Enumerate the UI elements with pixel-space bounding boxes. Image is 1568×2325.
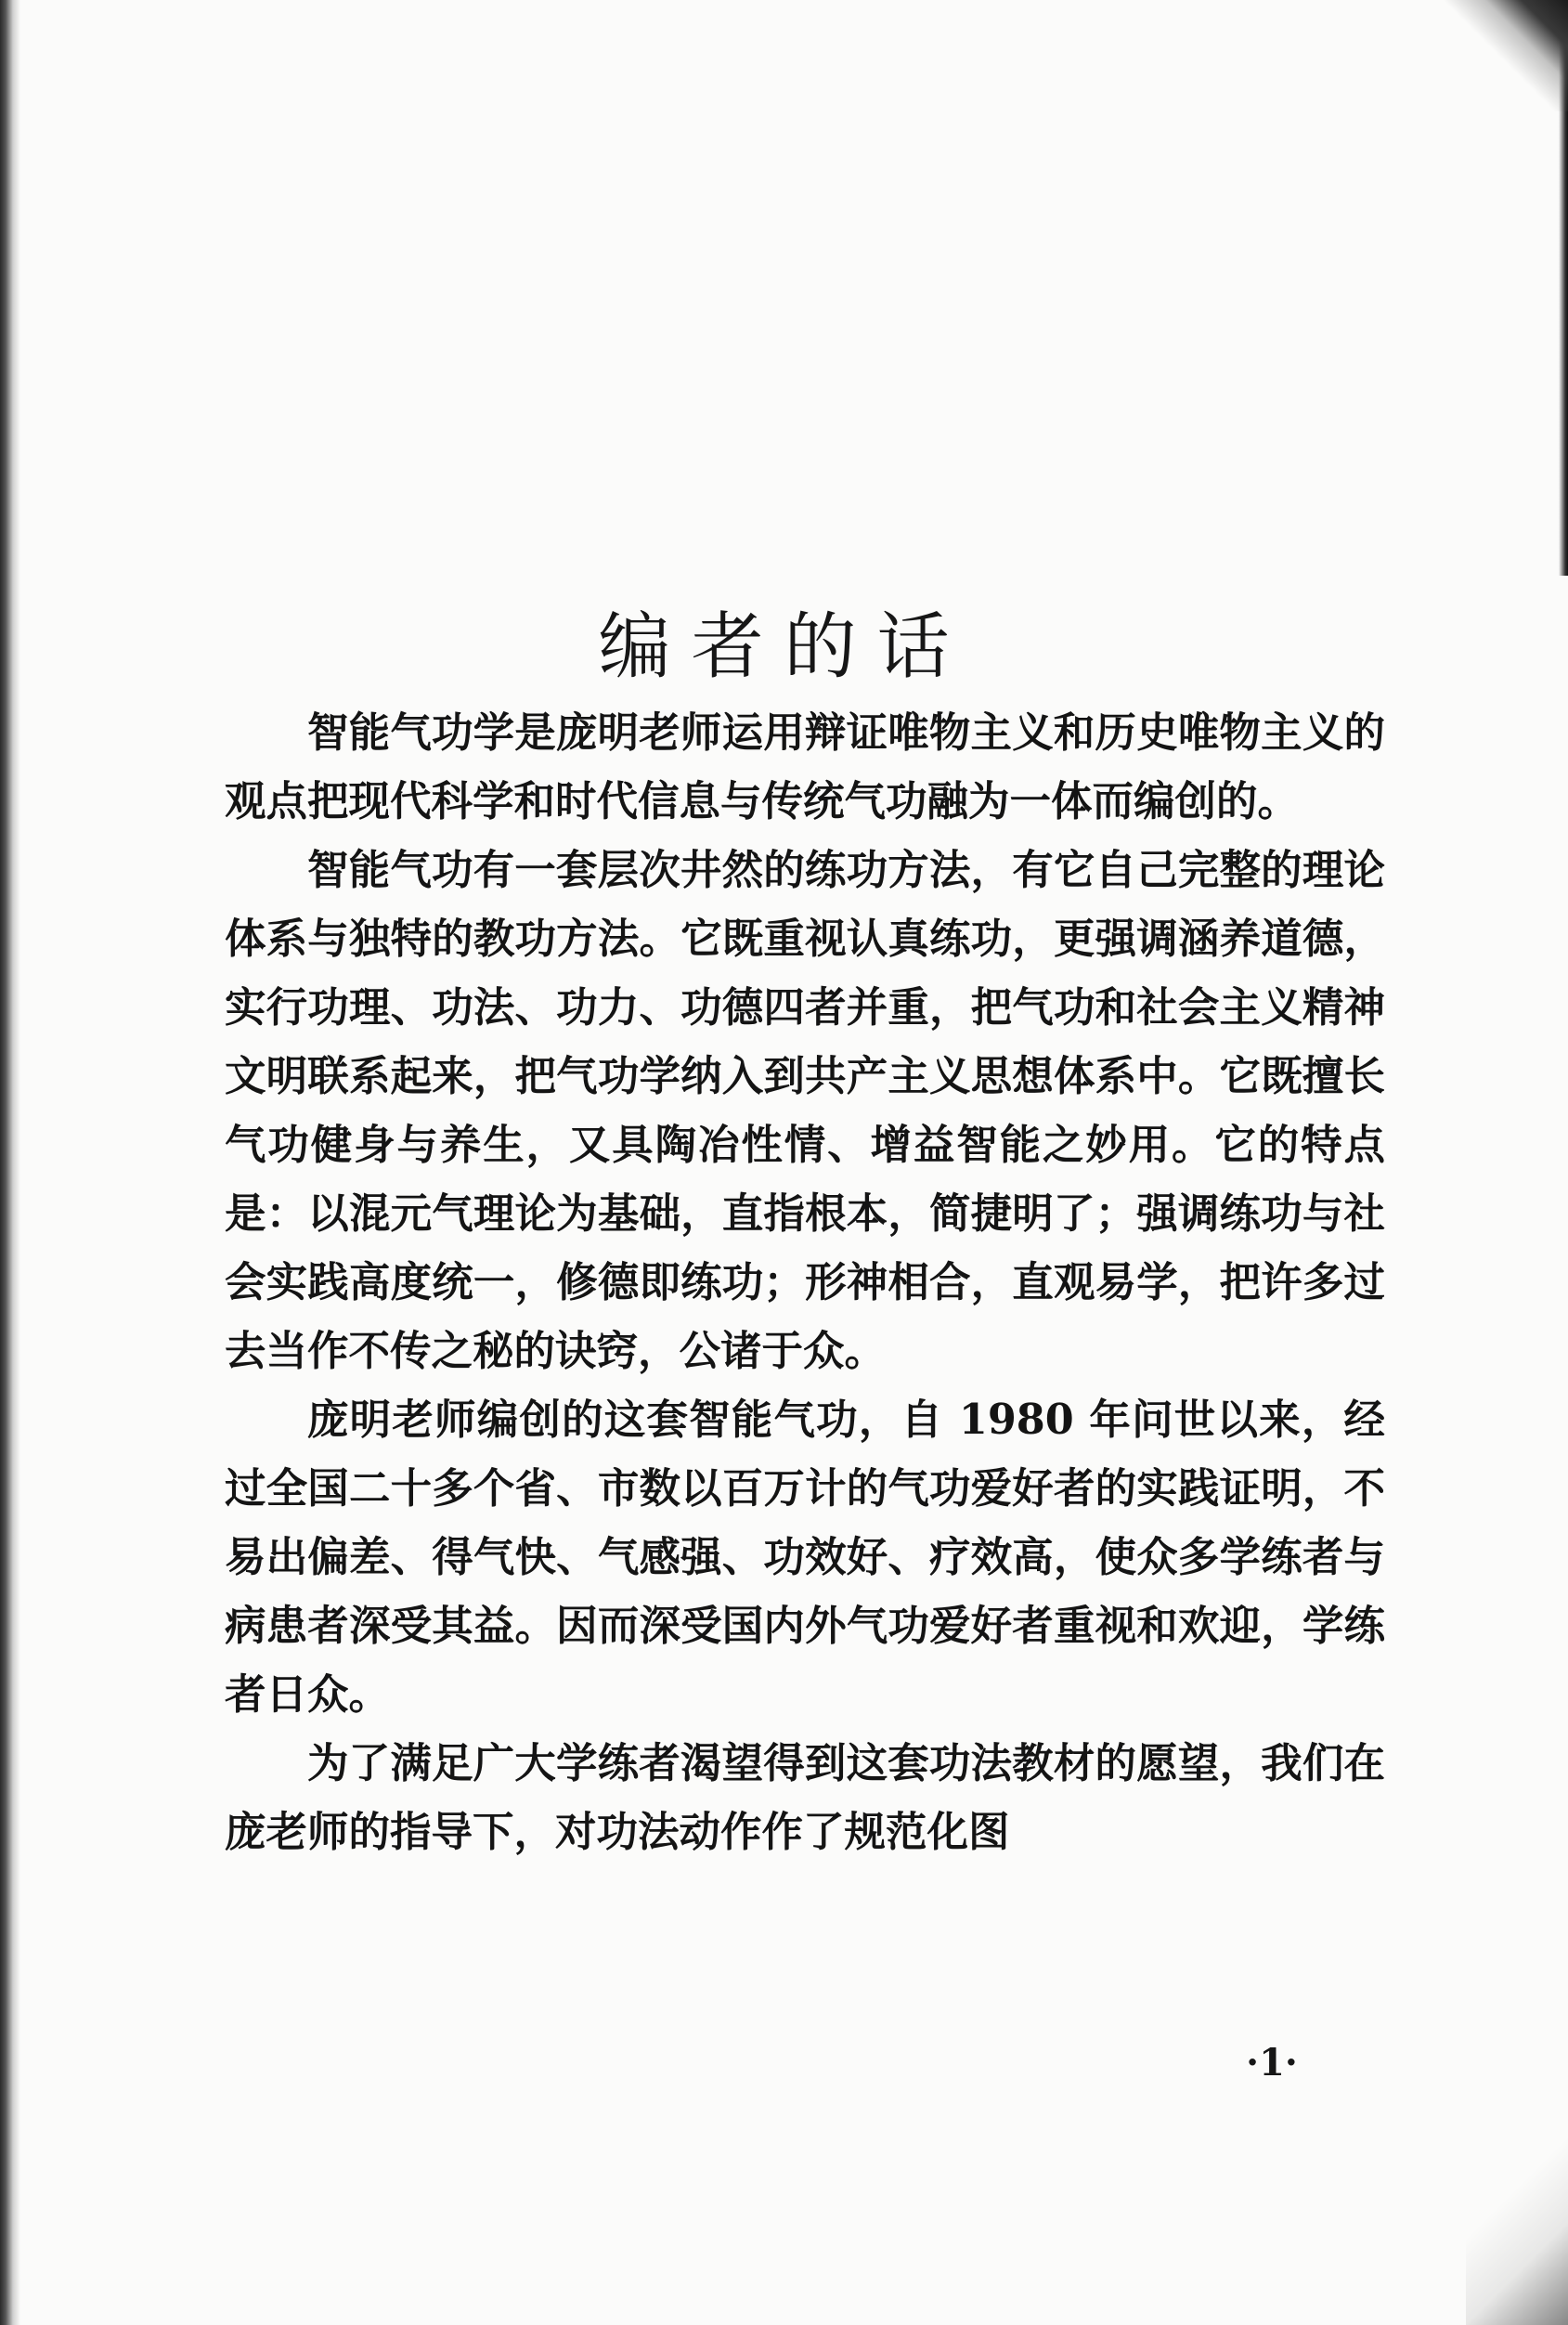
paragraph-2: 智能气功有一套层次井然的练功方法，有它自己完整的理论体系与独特的教功方法。它既重视认真练功，更强调涵养道德，实行功理、功法、功力、功德四者并重，把气功和社会主义精神文明联系起来，把气功学纳入到共产主义思想体系中。它既擅长气功健身与养生，又具陶冶性情、增益智能之妙用。它的特点是：以混元气理论为基础，直指根本，简捷明了；强调练功与社会实践高度统一，修德即练功；形神相合，直观易学，把许多过去当作不传之秘的诀窍，公诸于众。 bbox=[225, 846, 1385, 1375]
page-title: 编者的话 bbox=[598, 605, 970, 690]
scan-edge-left bbox=[0, 0, 20, 2325]
page-number: ·1· bbox=[1246, 2041, 1298, 2085]
paragraph-4: 为了满足广大学练者渴望得到这套功法教材的愿望，我们在庞老师的指导下，对功法动作作了规范化图 bbox=[225, 1739, 1385, 1856]
body-text bbox=[225, 698, 1385, 1866]
paragraph-3: 庞明老师编创的这套智能气功，自 1980 年问世以来，经过全国二十多个省、市数以百万计的气功爱好者的实践证明，不易出偏差、得气快、气感强、功效好、疗效高，使众多学练者与病患者深受其益。因而深受国内外气功爱好者重视和欢迎，学练者日众。 bbox=[225, 1396, 1385, 1719]
scan-corner-top-right bbox=[1419, 0, 1568, 111]
paragraph-1: 智能气功学是庞明老师运用辩证唯物主义和历史唯物主义的观点把现代科学和时代信息与传统气功融为一体而编创的。 bbox=[225, 708, 1385, 825]
scan-corner-bottom-right bbox=[1466, 2084, 1568, 2325]
